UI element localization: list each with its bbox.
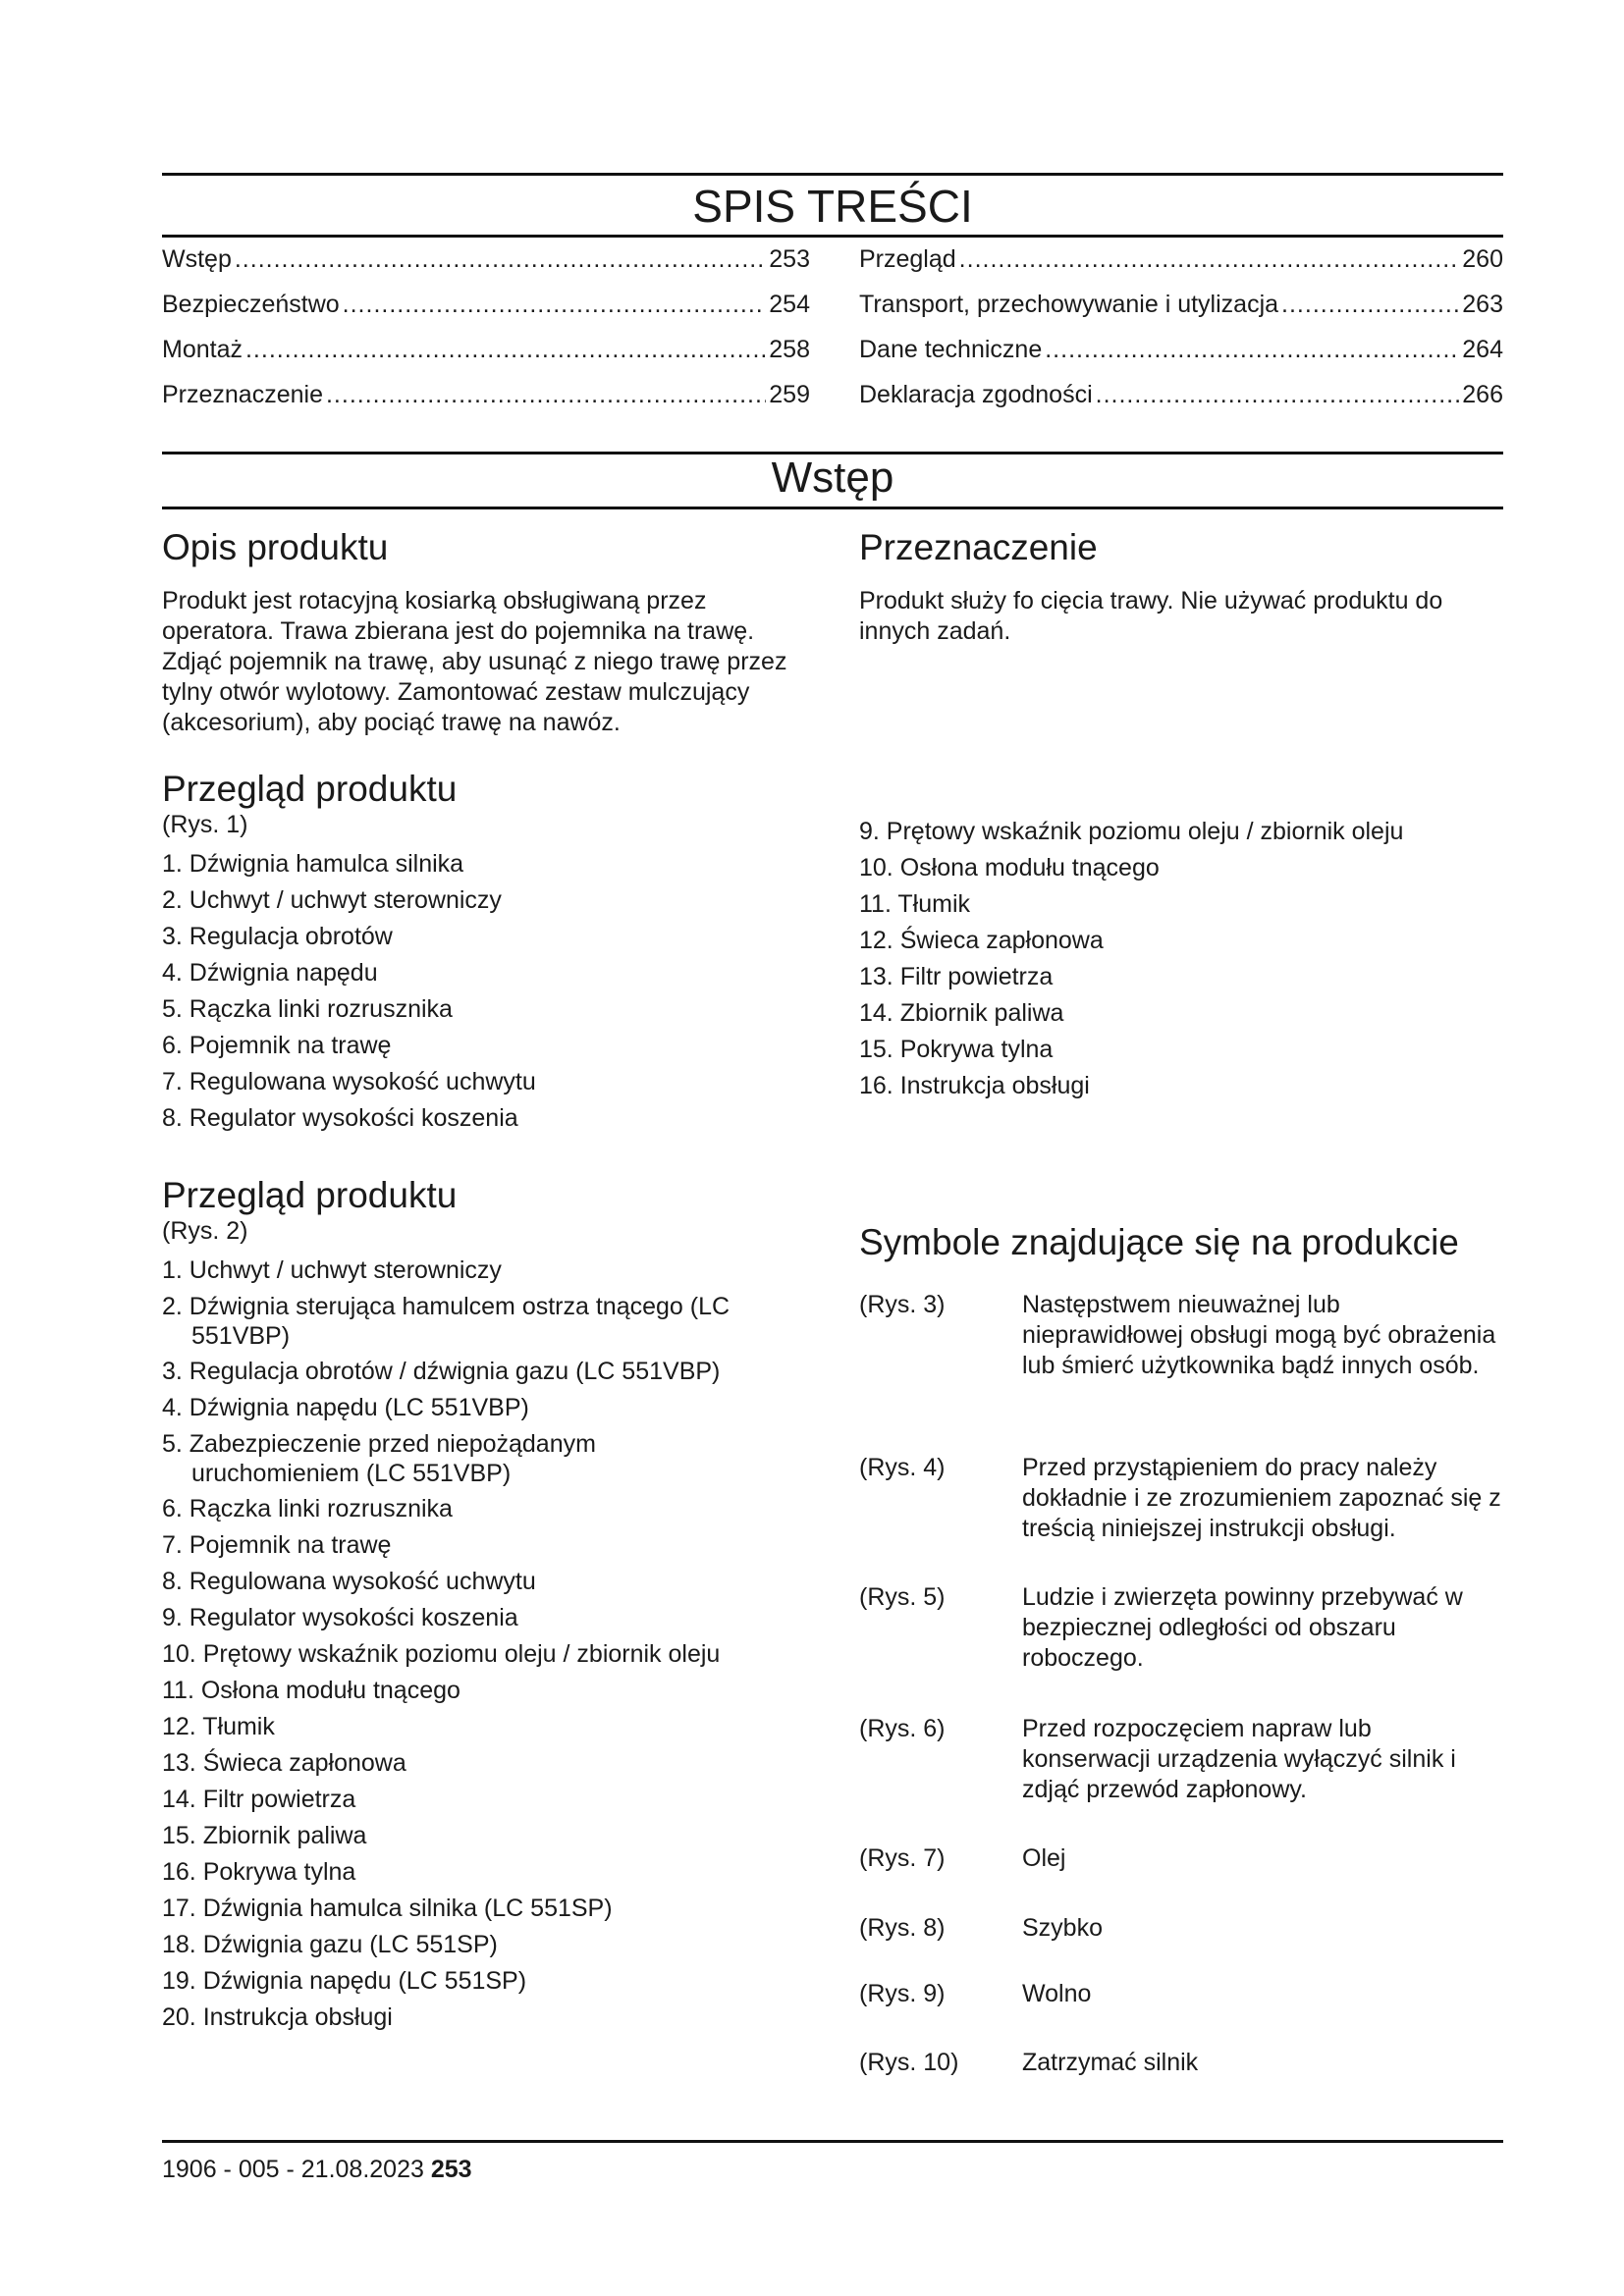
list-item: 1. Dźwignia hamulca silnika [162, 849, 464, 878]
toc-entry-label: Przeznaczenie [162, 381, 323, 408]
list-item: 11. Tłumik [859, 890, 971, 918]
footer-doc-id: 1906 - 005 - 21.08.2023 [162, 2156, 424, 2183]
list-item: 4. Dźwignia napędu [162, 958, 378, 987]
toc-left-column [162, 245, 810, 426]
toc-entry-page: 258 [769, 336, 810, 363]
opis-heading: Opis produktu [162, 527, 389, 567]
symbol-text: Przed rozpoczęciem napraw lub konserwacji urządzenia wyłączyć silnik i zdjąć przewód zapłonowy. [1022, 1715, 1456, 1803]
toc-entry-page: 260 [1462, 245, 1503, 273]
symbole-heading: Symbole znajdujące się na produkcie [859, 1222, 1459, 1262]
section-title-rule [162, 507, 1503, 509]
toc-entry[interactable] [162, 336, 810, 381]
przeznaczenie-section [859, 528, 1503, 647]
list-item: 2. Dźwignia sterująca hamulcem ostrza tnącego (LC 551VBP) [162, 1292, 731, 1350]
symbol-text: Następstwem nieuważnej lub nieprawidłowej obsługi mogą być obrażenia lub śmierć użytkownika bądź innych osób. [1022, 1291, 1496, 1379]
symbol-ref: (Rys. 5) [859, 1583, 946, 1611]
przeglad1-right-column [859, 817, 1503, 1107]
list-item: 19. Dźwignia napędu (LC 551SP) [162, 1966, 527, 1995]
toc-entry-page: 266 [1462, 381, 1503, 408]
przeglad1-heading: Przegląd produktu [162, 769, 458, 809]
toc-entry-page: 259 [769, 381, 810, 408]
list-item: 6. Pojemnik na trawę [162, 1031, 392, 1059]
symbol-text: Przed przystąpieniem do pracy należy dokładnie i ze zrozumieniem zapoznać się z treścią niniejszej instrukcji obsługi. [1022, 1454, 1501, 1542]
przeglad1-section [162, 770, 810, 1140]
symbol-ref: (Rys. 7) [859, 1844, 946, 1872]
toc-entry[interactable] [859, 291, 1503, 336]
toc-entry-label: Deklaracja zgodności [859, 381, 1093, 408]
toc-entry[interactable] [162, 381, 810, 426]
toc-entry[interactable] [859, 336, 1503, 381]
page-footer [162, 2156, 472, 2184]
list-item: 14. Filtr powietrza [162, 1785, 356, 1813]
toc-entry[interactable] [859, 381, 1503, 426]
symbol-ref: (Rys. 8) [859, 1914, 946, 1942]
toc-title-rule [162, 235, 1503, 238]
przeglad1-ref: (Rys. 1) [162, 810, 248, 838]
list-item: 12. Tłumik [162, 1712, 275, 1740]
przeglad2-ref: (Rys. 2) [162, 1216, 248, 1245]
symbol-text: Wolno [1022, 1980, 1092, 2007]
list-item: 15. Pokrywa tylna [859, 1036, 1054, 1063]
toc-entry[interactable] [162, 245, 810, 291]
przeglad1-list-right [859, 817, 1503, 1107]
przeglad2-heading: Przegląd produktu [162, 1175, 458, 1215]
list-item: 13. Świeca zapłonowa [162, 1748, 406, 1777]
symbol-text: Ludzie i zwierzęta powinny przebywać w bezpiecznej odległości od obszaru roboczego. [1022, 1583, 1463, 1672]
list-item: 15. Zbiornik paliwa [162, 1821, 367, 1849]
list-item: 10. Prętowy wskaźnik poziomu oleju / zbiornik oleju [162, 1639, 721, 1668]
toc-entry-label: Wstęp [162, 245, 232, 273]
list-item: 10. Osłona modułu tnącego [859, 854, 1160, 881]
toc-entry-label: Transport, przechowywanie i utylizacja [859, 291, 1279, 318]
list-item: 8. Regulowana wysokość uchwytu [162, 1567, 536, 1595]
list-item: 4. Dźwignia napędu (LC 551VBP) [162, 1393, 529, 1421]
symbole-section [859, 1223, 1503, 2087]
list-item: 16. Pokrywa tylna [162, 1857, 356, 1886]
list-item: 9. Prętowy wskaźnik poziomu oleju / zbiornik oleju [859, 818, 1404, 845]
list-item: 20. Instrukcja obsługi [162, 2002, 393, 2031]
list-item: 11. Osłona modułu tnącego [162, 1676, 460, 1704]
przeglad2-section [162, 1176, 810, 2039]
toc-entry-label: Bezpieczeństwo [162, 291, 340, 318]
footer-rule [162, 2140, 1503, 2143]
list-item: 3. Regulacja obrotów [162, 922, 393, 950]
list-item: 5. Rączka linki rozrusznika [162, 994, 453, 1023]
list-item: 9. Regulator wysokości koszenia [162, 1603, 518, 1631]
toc-entry-page: 254 [769, 291, 810, 318]
symbol-ref: (Rys. 6) [859, 1715, 946, 1742]
przeznaczenie-heading: Przeznaczenie [859, 527, 1098, 567]
symbol-ref: (Rys. 9) [859, 1980, 946, 2007]
list-item: 5. Zabezpieczenie przed niepożądanym uruchomieniem (LC 551VBP) [162, 1429, 596, 1487]
opis-text: Produkt jest rotacyjną kosiarką obsługiwaną przez operatora. Trawa zbierana jest do pojemnika na trawę. Zdjąć pojemnik na trawę, aby usunąć z niego trawę przez tylny otwór wylotowy. Zamontować zestaw mulczujący (akcesorium), aby pociąć trawę na nawóz. [162, 586, 787, 736]
section-title: Wstęp [771, 454, 894, 502]
list-item: 7. Pojemnik na trawę [162, 1530, 392, 1559]
list-item: 1. Uchwyt / uchwyt sterowniczy [162, 1255, 502, 1284]
list-item: 13. Filtr powietrza [859, 963, 1054, 990]
toc-entry-label: Dane techniczne [859, 336, 1043, 363]
list-item: 8. Regulator wysokości koszenia [162, 1103, 518, 1132]
toc-entry[interactable] [162, 291, 810, 336]
list-item: 18. Dźwignia gazu (LC 551SP) [162, 1930, 498, 1958]
toc-entry-label: Montaż [162, 336, 243, 363]
przeglad2-list [162, 1255, 771, 2039]
toc-right-column [859, 245, 1503, 426]
toc-entry-page: 263 [1462, 291, 1503, 318]
footer-page-number: 253 [430, 2156, 472, 2183]
document-page [162, 0, 1503, 2296]
symbol-text: Zatrzymać silnik [1022, 2049, 1199, 2076]
symbol-ref: (Rys. 3) [859, 1291, 946, 1318]
przeglad1-list-left [162, 849, 810, 1140]
list-item: 7. Regulowana wysokość uchwytu [162, 1067, 536, 1095]
symbol-text: Olej [1022, 1844, 1066, 1872]
opis-section [162, 528, 810, 738]
list-item: 17. Dźwignia hamulca silnika (LC 551SP) [162, 1894, 613, 1922]
symbol-text: Szybko [1022, 1914, 1103, 1942]
przeznaczenie-text: Produkt służy fo cięcia trawy. Nie używać produktu do innych zadań. [859, 586, 1443, 645]
list-item: 12. Świeca zapłonowa [859, 927, 1104, 954]
list-item: 3. Regulacja obrotów / dźwignia gazu (LC 551VBP) [162, 1357, 721, 1385]
toc-entry-page: 253 [769, 245, 810, 273]
toc-title: SPIS TREŚCI [692, 181, 973, 232]
list-item: 16. Instrukcja obsługi [859, 1072, 1090, 1099]
top-rule [162, 173, 1503, 176]
list-item: 2. Uchwyt / uchwyt sterowniczy [162, 885, 502, 914]
list-item: 6. Rączka linki rozrusznika [162, 1494, 453, 1522]
list-item: 14. Zbiornik paliwa [859, 999, 1064, 1027]
symbol-ref: (Rys. 4) [859, 1454, 946, 1481]
symbol-ref: (Rys. 10) [859, 2049, 959, 2076]
toc-entry[interactable] [859, 245, 1503, 291]
toc-entry-label: Przegląd [859, 245, 956, 273]
toc-entry-page: 264 [1462, 336, 1503, 363]
